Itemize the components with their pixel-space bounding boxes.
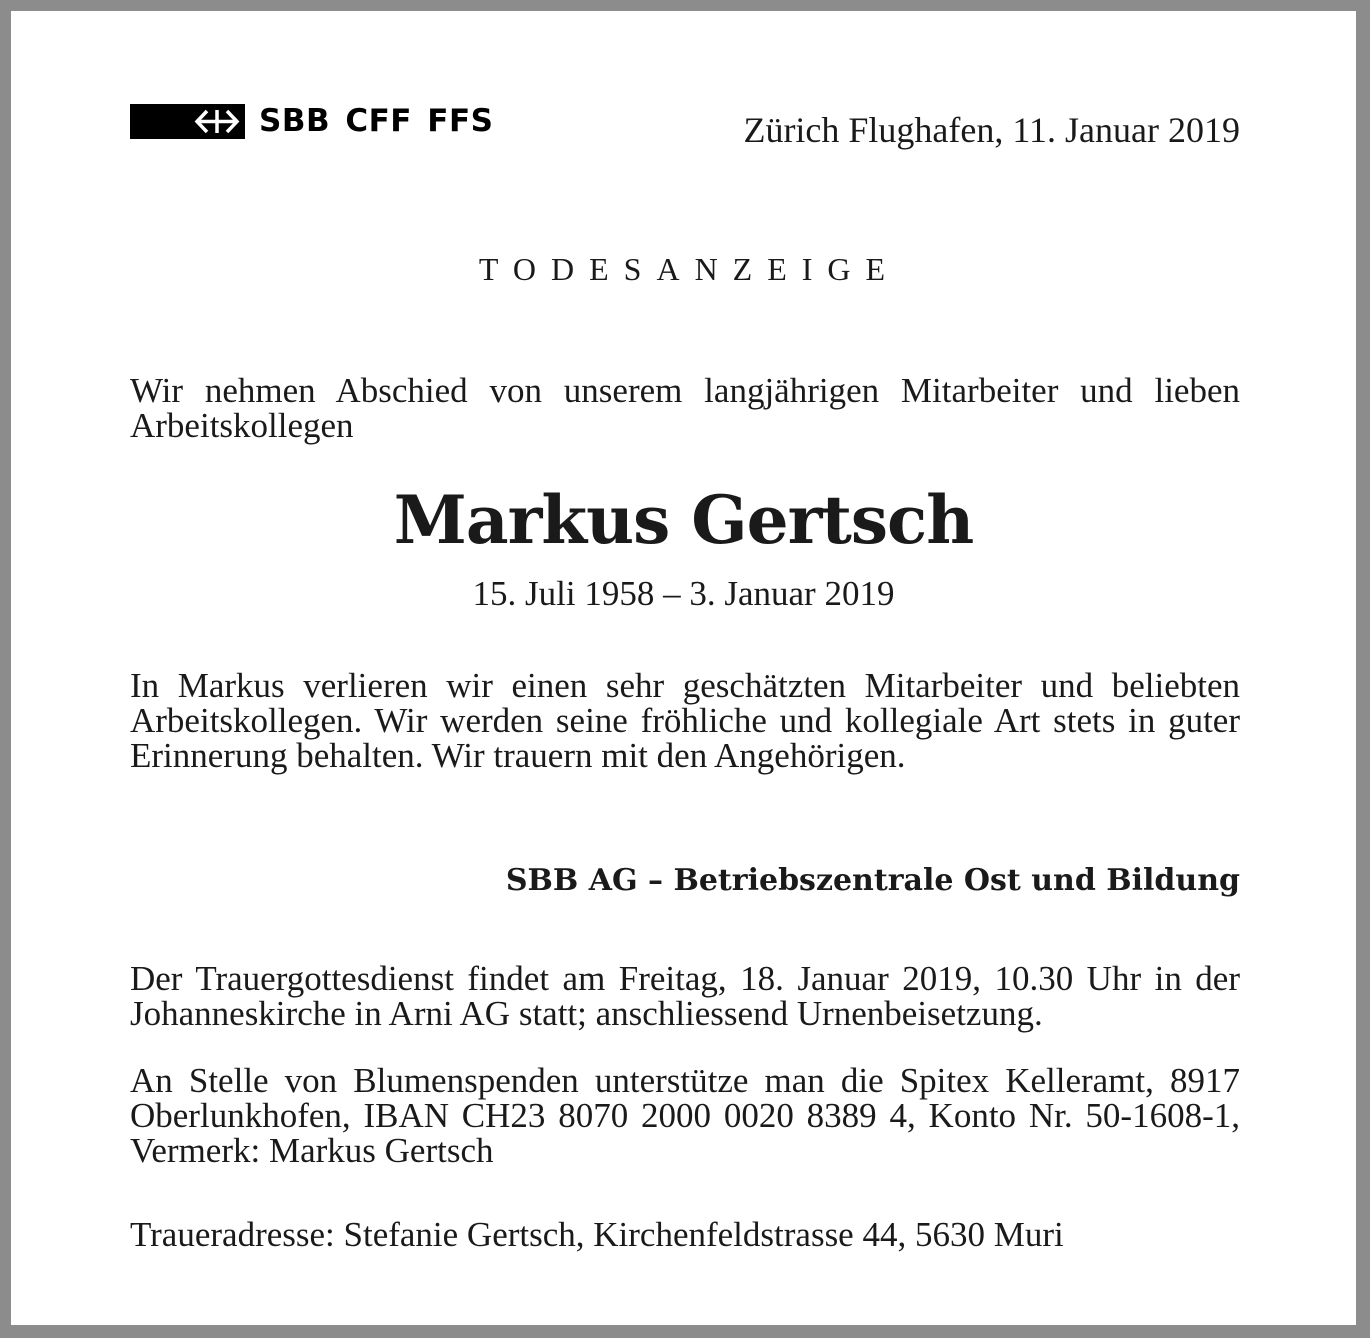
signature-line: SBB AG – Betriebszentrale Ost und Bildung [505, 863, 1240, 898]
mourning-address: Traueradresse: Stefanie Gertsch, Kirchenfeldstrasse 44, 5630 Muri [130, 1215, 1064, 1254]
dateline: Zürich Flughafen, 11. Januar 2019 [743, 110, 1240, 150]
sbb-logo-text: SBB CFF FFS [259, 103, 494, 139]
sbb-logo [130, 103, 493, 139]
obituary-notice [11, 11, 1356, 1325]
notice-heading: TODESANZEIGE [478, 251, 901, 287]
intro-paragraph: Wir nehmen Abschied von unserem langjährigen Mitarbeiter und lieben Arbeitskollegen [130, 371, 1240, 445]
sbb-double-arrow-icon [189, 104, 245, 139]
tribute-paragraph: In Markus verlieren wir einen sehr geschätzten Mitarbeiter und beliebten Arbeitskollegen. Wir werden seine fröhliche und kollegiale Art stets in guter Erinnerung behalten. Wir trauern mit den Angehörigen. [130, 666, 1240, 775]
deceased-name: Markus Gertsch [393, 481, 974, 559]
donations-paragraph: An Stelle von Blumenspenden unterstütze man die Spitex Kelleramt, 8917 Oberlunkhofen, IBAN CH23 8070 2000 0020 8389 4, Konto Nr. 50-1608-1, Vermerk: Markus Gertsch [130, 1061, 1240, 1170]
service-paragraph: Der Trauergottesdienst findet am Freitag, 18. Januar 2019, 10.30 Uhr in der Johanneskirche in Arni AG statt; anschliessend Urnenbeisetzung. [130, 959, 1240, 1033]
sbb-logo-bar [130, 104, 245, 139]
lifespan-dates: 15. Juli 1958 – 3. Januar 2019 [472, 574, 895, 613]
